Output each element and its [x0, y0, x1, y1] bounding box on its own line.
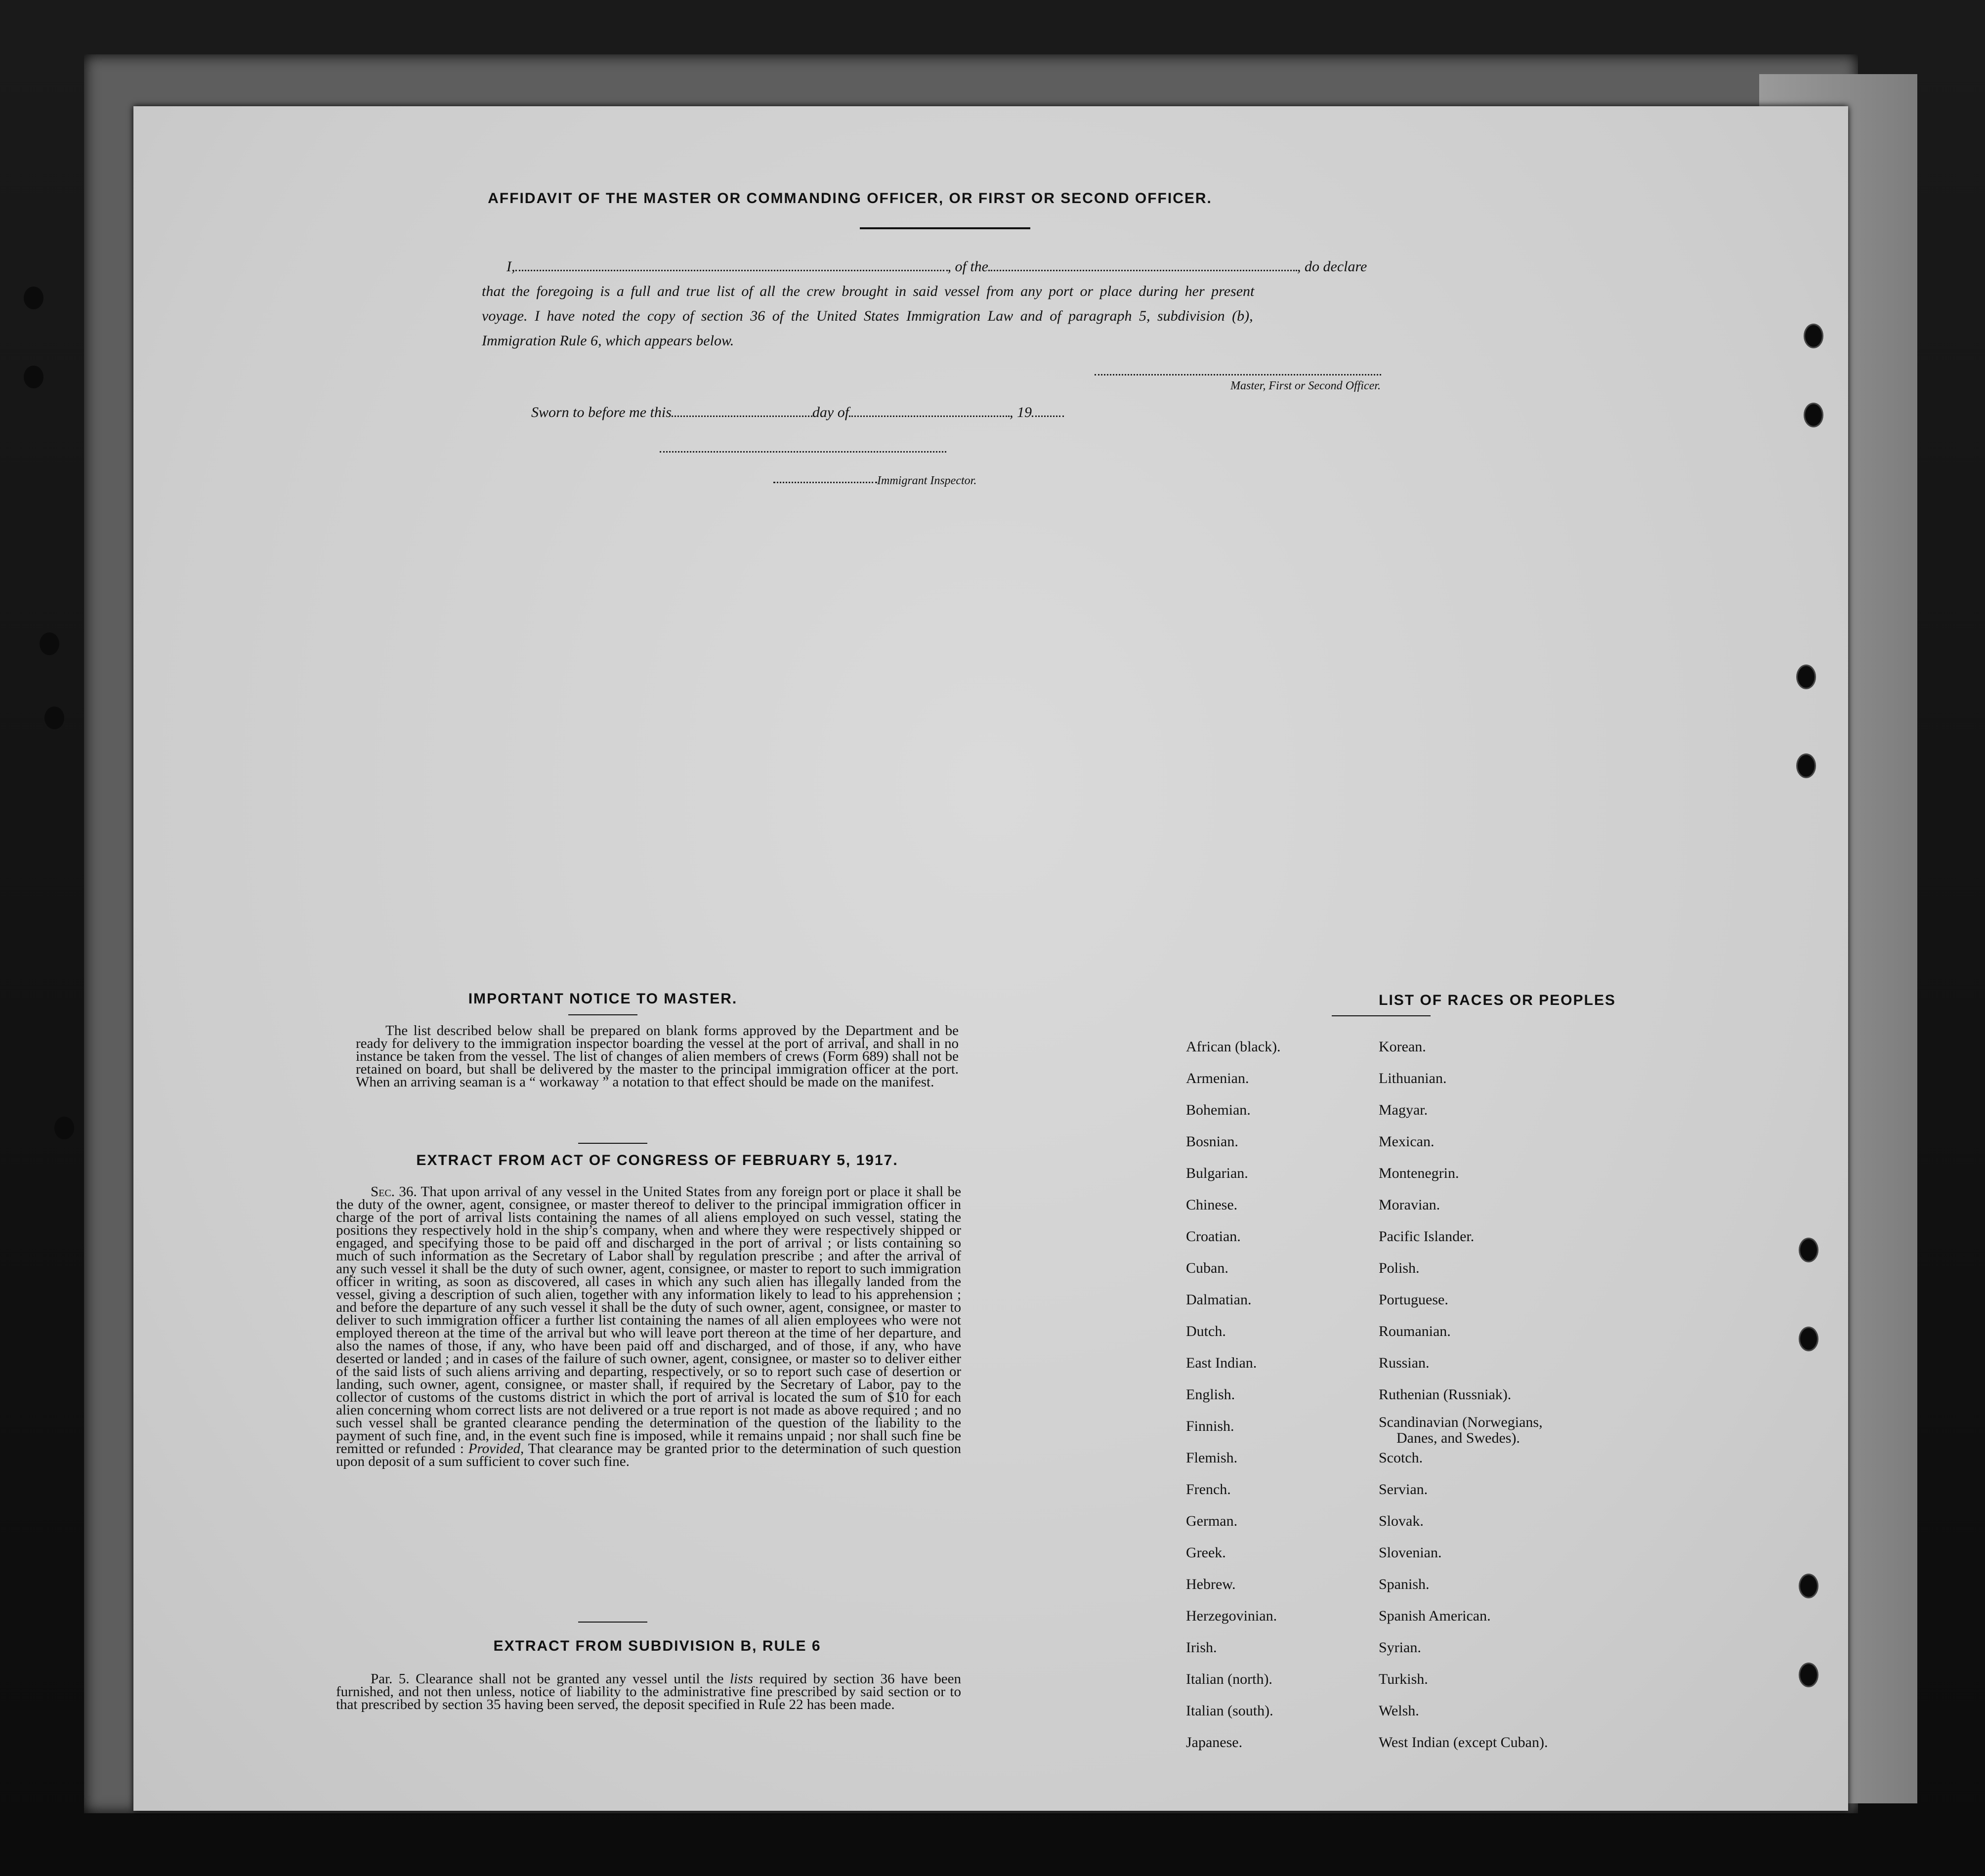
binder-hole-icon: [54, 1117, 74, 1139]
race-item: Japanese.: [1186, 1734, 1243, 1751]
race-item: Slovenian.: [1379, 1544, 1442, 1561]
rule-title: EXTRACT FROM SUBDIVISION B, RULE 6: [493, 1638, 821, 1654]
race-item: Finnish.: [1186, 1418, 1234, 1434]
act-provided: Provided,: [468, 1441, 524, 1457]
vessel-name-field[interactable]: [988, 259, 1297, 271]
race-item: Dalmatian.: [1186, 1292, 1252, 1308]
punch-hole-icon: [1796, 665, 1816, 689]
race-item: Armenian.: [1186, 1070, 1249, 1086]
race-item: African (black).: [1186, 1039, 1281, 1055]
race-item: Moravian.: [1379, 1197, 1440, 1213]
race-item: Pacific Islander.: [1379, 1228, 1475, 1245]
rule-paragraph: [336, 1672, 961, 1711]
affidavit-line-4: Immigration Rule 6, which appears below.: [482, 333, 734, 349]
race-item: Croatian.: [1186, 1228, 1241, 1245]
race-item: Bulgarian.: [1186, 1165, 1248, 1181]
rule-body-part1: Clearance shall not be granted any vessel until the: [416, 1671, 724, 1687]
signature-caption: Master, First or Second Officer.: [1230, 379, 1381, 392]
affidavit-title: AFFIDAVIT OF THE MASTER OR COMMANDING OFFICER, OR FIRST OR SECOND OFFICER.: [488, 190, 1212, 207]
act-body: [336, 1185, 961, 1468]
affidavit-do-declare: , do declare: [1297, 258, 1367, 275]
race-item: Welsh.: [1379, 1703, 1419, 1719]
sworn-label: Sworn to before me this: [531, 404, 672, 420]
punch-hole-icon: [1804, 403, 1823, 427]
punch-hole-icon: [1804, 324, 1823, 348]
act-end-rule: [578, 1622, 647, 1623]
race-item: Korean.: [1379, 1039, 1426, 1055]
notice-title: IMPORTANT NOTICE TO MASTER.: [468, 991, 738, 1007]
race-item: French.: [1186, 1481, 1231, 1498]
race-item: [1379, 1411, 1548, 1446]
sworn-year-field[interactable]: [1032, 405, 1064, 417]
binder-hole-icon: [40, 632, 59, 655]
race-item: Italian (north).: [1186, 1671, 1272, 1687]
race-item: Magyar.: [1379, 1102, 1428, 1118]
act-paragraph: [336, 1185, 961, 1468]
race-item: Turkish.: [1379, 1671, 1428, 1687]
notice-title-rule: [568, 1014, 637, 1015]
race-item: East Indian.: [1186, 1355, 1257, 1371]
race-item: Russian.: [1379, 1355, 1430, 1371]
races-left-column: [1186, 1031, 1281, 1758]
act-body-part1: That upon arrival of any vessel in the United States from any foreign port or place it shall be the duty of the owner, agent, consignee, or master thereof to deliver to the principal immigration officer in charge of the port of arrival lists containing the names of all aliens employed on such vessel, stating the positions they respectively hold in the ship’s company, when and where they were respectively shipped or engaged, and specifying those to be paid off and discharged in the port of arrival ; or lists containing so much of such information as the Secretary of Labor shall by regulation prescribe ; and after the arrival of any such vessel it shall be the duty of such owner, agent, consignee, or master to report to such immigration officer in writing, as soon as discovered, all cases in which any such alien has illegally landed from the vessel, giving a description of such alien, together with any information likely to lead to his apprehension ; and before the departure of any such vessel it shall be the duty of such owner, agent, consignee, or master to deliver to such immigration officer a further list containing the names of all alien employees who were not employed thereon at the time of the arrival but who will leave port thereon at the time of her departure, and also the names of those, if any, who have been paid off and discharged, and of those, if any, who have deserted or landed ; and in cases of the failure of such owner, agent, consignee, or master so to deliver either of the said lists of such aliens arriving and departing, respectively, or so to report such case of desertion or landing, such owner, agent, consignee, or master shall, if required by the Secretary of Labor, pay to the collector of customs of the customs district in which the port of arrival is located the sum of $10 for each alien concerning whom correct lists are not delivered or a true report is not made as above required ; and no such vessel shall be granted clearance pending the determination of the question of the liability to the payment of such fine, and, in the event such fine is imposed, while it remains unpaid ; nor shall such fine be remitted or refunded :: [336, 1184, 961, 1457]
notice-end-rule: [578, 1143, 647, 1144]
inspector-signature-field[interactable]: [660, 451, 946, 453]
punch-hole-icon: [1796, 753, 1816, 778]
affidavit-text: [482, 254, 1411, 353]
rule-lists-word: lists: [730, 1671, 753, 1687]
rule-body-part2: required by section 36 have been furnished, and not then unless, notice of liability to the administrative fine prescribed by said section or to that prescribed by section 35 having been served, the deposit specified in Rule 22 has been made.: [336, 1671, 962, 1712]
punch-hole-icon: [1799, 1574, 1818, 1598]
race-item: Bohemian.: [1186, 1102, 1251, 1118]
sworn-month-field[interactable]: [849, 405, 1010, 417]
notice-body: [356, 1024, 959, 1088]
race-item: Greek.: [1186, 1544, 1226, 1561]
race-item: Servian.: [1379, 1481, 1428, 1498]
race-item: Bosnian.: [1186, 1133, 1238, 1150]
inspector-dots: [773, 482, 877, 483]
binder-hole-icon: [44, 707, 64, 729]
sworn-year: , 19: [1010, 404, 1032, 420]
affidavit-line-2: that the foregoing is a full and true list of all the crew brought in said vessel from any port or place during her present: [482, 283, 1255, 299]
races-title: LIST OF RACES OR PEOPLES: [1379, 992, 1616, 1008]
race-item: Spanish American.: [1379, 1608, 1491, 1624]
punch-hole-icon: [1799, 1327, 1818, 1351]
binder-hole-icon: [24, 287, 43, 309]
race-item: Cuban.: [1186, 1260, 1228, 1276]
sworn-day-field[interactable]: [672, 405, 812, 417]
punch-hole-icon: [1799, 1238, 1818, 1262]
race-item: Italian (south).: [1186, 1703, 1273, 1719]
race-item: Irish.: [1186, 1639, 1217, 1656]
race-item: Slovak.: [1379, 1513, 1424, 1529]
manifest-page: [133, 106, 1848, 1811]
race-item: Syrian.: [1379, 1639, 1421, 1656]
races-right-column: [1379, 1031, 1548, 1758]
race-item: Dutch.: [1186, 1323, 1226, 1339]
race-item: Montenegrin.: [1379, 1165, 1459, 1181]
affidavit-title-rule: [860, 227, 1030, 229]
act-title: EXTRACT FROM ACT OF CONGRESS OF FEBRUARY 5, 1917.: [416, 1152, 898, 1168]
act-body-part2: That clearance may be granted prior to the determination of such question upon deposit of a sum sufficient to cover such fine.: [336, 1441, 961, 1469]
race-item-line: Scandinavian (Norwegians,: [1379, 1414, 1543, 1430]
race-item: Flemish.: [1186, 1450, 1238, 1466]
rule-body: [336, 1672, 961, 1711]
race-item: Roumanian.: [1379, 1323, 1451, 1339]
race-item-line: Danes, and Swedes).: [1396, 1430, 1520, 1446]
race-item: Ruthenian (Russniak).: [1379, 1386, 1512, 1403]
affidavit-line-3: voyage. I have noted the copy of section 36 of the United States Immigration Law and of paragraph 5, subdivision (b),: [482, 308, 1253, 324]
race-item: Hebrew.: [1186, 1576, 1236, 1592]
inspector-caption: Immigrant Inspector.: [877, 474, 977, 487]
affidavit-of-the: , of the: [947, 258, 988, 275]
races-title-rule: [1332, 1015, 1431, 1016]
master-name-field[interactable]: [515, 259, 948, 271]
race-item: Portuguese.: [1379, 1292, 1448, 1308]
race-item: English.: [1186, 1386, 1235, 1403]
act-sec-label: Sec. 36.: [371, 1184, 417, 1200]
sworn-line: [531, 400, 1064, 425]
race-item: Chinese.: [1186, 1197, 1238, 1213]
affidavit-line-1: [482, 254, 1411, 279]
race-item: Herzegovinian.: [1186, 1608, 1277, 1624]
notice-paragraph: The list described below shall be prepared on blank forms approved by the Department and be ready for delivery to the immigration inspector boarding the vessel at the port of arrival, and shall in no instance be taken from the vessel. The list of changes of alien members of crews (Form 689) shall not be retained on board, but shall be delivered by the master to the principal immigration officer at the port. When an arriving seaman is a “ workaway ” a notation to that effect should be made on the manifest.: [356, 1023, 959, 1090]
race-item: Lithuanian.: [1379, 1070, 1447, 1086]
race-item: Scotch.: [1379, 1450, 1423, 1466]
race-item: West Indian (except Cuban).: [1379, 1734, 1548, 1751]
punch-hole-icon: [1799, 1663, 1818, 1687]
race-item: German.: [1186, 1513, 1238, 1529]
binder-hole-icon: [24, 366, 43, 388]
race-item: Polish.: [1379, 1260, 1420, 1276]
race-item: Mexican.: [1379, 1133, 1435, 1150]
rule-par-label: Par. 5.: [371, 1671, 410, 1687]
master-signature-field[interactable]: [1095, 374, 1381, 375]
affidavit-i: I,: [507, 258, 515, 275]
race-item: Spanish.: [1379, 1576, 1430, 1592]
sworn-day-of: day of: [812, 404, 849, 420]
